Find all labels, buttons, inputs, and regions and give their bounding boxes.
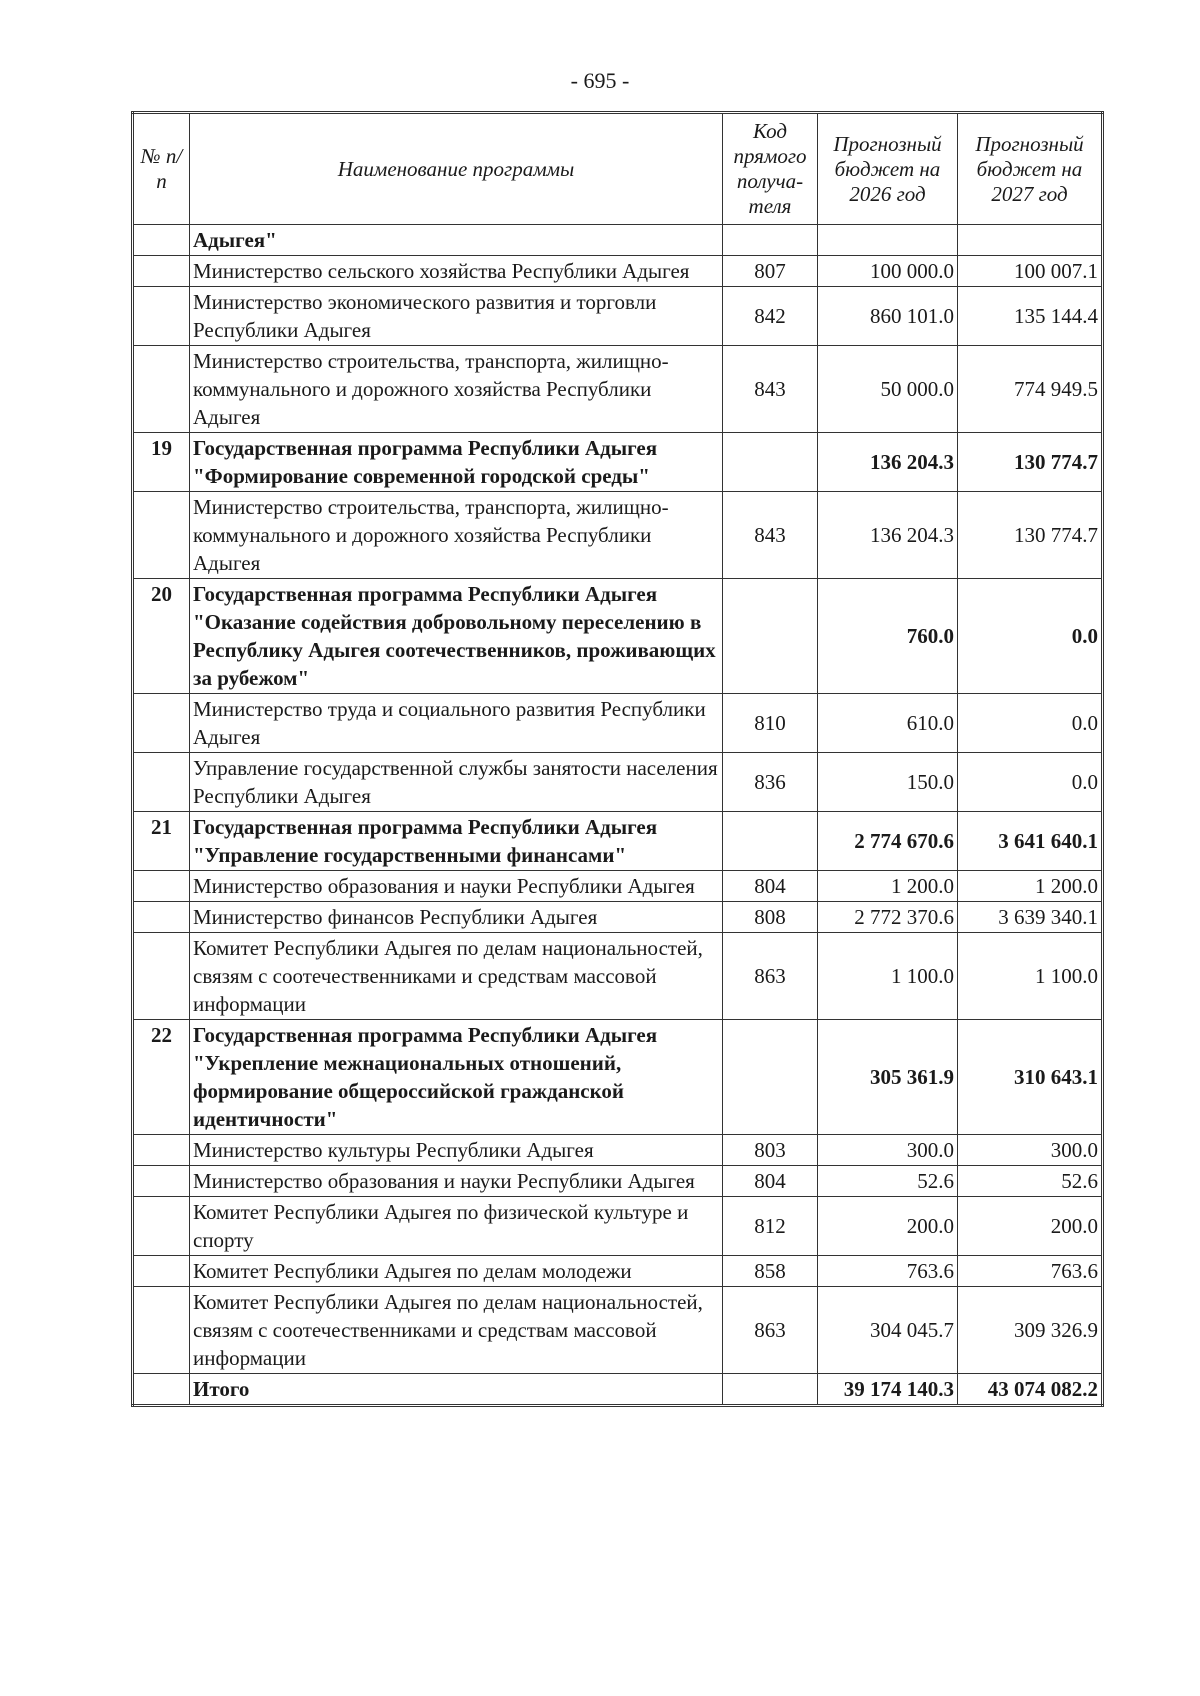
row-code	[723, 579, 818, 694]
row-code	[723, 1020, 818, 1135]
row-code	[723, 1374, 818, 1406]
row-name: Комитет Республики Адыгея по делам национальностей, связям с соотечественниками и средствам массовой информации	[190, 933, 723, 1020]
row-budget-2026: 136 204.3	[818, 433, 958, 492]
row-budget-2026: 150.0	[818, 753, 958, 812]
row-number	[133, 1197, 190, 1256]
row-budget-2027: 3 639 340.1	[958, 902, 1103, 933]
row-budget-2027: 1 200.0	[958, 871, 1103, 902]
program-row	[133, 812, 1103, 871]
row-budget-2026: 304 045.7	[818, 1287, 958, 1374]
row-budget-2026: 50 000.0	[818, 346, 958, 433]
row-code: 807	[723, 256, 818, 287]
row-name: Министерство образования и науки Республики Адыгея	[190, 1166, 723, 1197]
row-budget-2027: 774 949.5	[958, 346, 1103, 433]
row-number	[133, 1135, 190, 1166]
row-number	[133, 1374, 190, 1406]
header-name: Наименование программы	[190, 113, 723, 225]
row-budget-2026: 2 774 670.6	[818, 812, 958, 871]
row-code: 843	[723, 346, 818, 433]
table-row	[133, 1256, 1103, 1287]
row-name: Государственная программа Республики Адыгея "Управление государственными финансами"	[190, 812, 723, 871]
table-header-row	[133, 113, 1103, 225]
row-budget-2027: 130 774.7	[958, 492, 1103, 579]
row-code: 863	[723, 933, 818, 1020]
row-budget-2026: 1 100.0	[818, 933, 958, 1020]
row-budget-2027: 763.6	[958, 1256, 1103, 1287]
row-code: 858	[723, 1256, 818, 1287]
table-row	[133, 1135, 1103, 1166]
row-number	[133, 871, 190, 902]
row-name: Министерство культуры Республики Адыгея	[190, 1135, 723, 1166]
row-name: Государственная программа Республики Адыгея "Формирование современной городской среды"	[190, 433, 723, 492]
row-budget-2027: 52.6	[958, 1166, 1103, 1197]
row-name: Министерство экономического развития и торговли Республики Адыгея	[190, 287, 723, 346]
table-row	[133, 871, 1103, 902]
row-code: 863	[723, 1287, 818, 1374]
row-code	[723, 225, 818, 256]
row-name: Итого	[190, 1374, 723, 1406]
page-number: - 695 -	[570, 68, 630, 93]
row-budget-2026: 305 361.9	[818, 1020, 958, 1135]
header-code: Код прямого получа-теля	[723, 113, 818, 225]
program-row	[133, 1020, 1103, 1135]
row-name: Государственная программа Республики Адыгея "Укрепление межнациональных отношений, формирование общероссийской гражданской идентичности"	[190, 1020, 723, 1135]
row-number	[133, 1287, 190, 1374]
row-name: Министерство труда и социального развития Республики Адыгея	[190, 694, 723, 753]
table-row	[133, 1197, 1103, 1256]
row-name: Министерство строительства, транспорта, жилищно-коммунального и дорожного хозяйства Республики Адыгея	[190, 346, 723, 433]
row-name: Государственная программа Республики Адыгея "Оказание содействия добровольному переселению в Республику Адыгея соотечественников, проживающих за рубежом"	[190, 579, 723, 694]
header-num: № п/п	[133, 113, 190, 225]
table-row	[133, 694, 1103, 753]
row-number	[133, 492, 190, 579]
row-number: 20	[133, 579, 190, 694]
program-row	[133, 225, 1103, 256]
table-row	[133, 902, 1103, 933]
row-code: 808	[723, 902, 818, 933]
row-budget-2027: 0.0	[958, 579, 1103, 694]
row-budget-2026: 610.0	[818, 694, 958, 753]
row-budget-2027: 0.0	[958, 694, 1103, 753]
row-budget-2026: 860 101.0	[818, 287, 958, 346]
row-budget-2027: 135 144.4	[958, 287, 1103, 346]
budget-table	[131, 111, 1104, 1407]
row-code: 843	[723, 492, 818, 579]
row-budget-2026: 136 204.3	[818, 492, 958, 579]
table-row	[133, 1166, 1103, 1197]
row-number	[133, 902, 190, 933]
row-budget-2026: 52.6	[818, 1166, 958, 1197]
row-number	[133, 256, 190, 287]
row-number: 21	[133, 812, 190, 871]
row-code: 842	[723, 287, 818, 346]
row-budget-2027: 100 007.1	[958, 256, 1103, 287]
row-budget-2026: 1 200.0	[818, 871, 958, 902]
row-budget-2026: 2 772 370.6	[818, 902, 958, 933]
row-code: 803	[723, 1135, 818, 1166]
row-budget-2026	[818, 225, 958, 256]
table-row	[133, 753, 1103, 812]
row-budget-2026: 39 174 140.3	[818, 1374, 958, 1406]
row-budget-2026: 100 000.0	[818, 256, 958, 287]
row-number: 22	[133, 1020, 190, 1135]
row-name: Министерство образования и науки Республики Адыгея	[190, 871, 723, 902]
row-budget-2026: 200.0	[818, 1197, 958, 1256]
row-name: Комитет Республики Адыгея по физической культуре и спорту	[190, 1197, 723, 1256]
row-number	[133, 1166, 190, 1197]
row-number	[133, 287, 190, 346]
row-code: 804	[723, 871, 818, 902]
row-budget-2027: 43 074 082.2	[958, 1374, 1103, 1406]
row-budget-2027: 1 100.0	[958, 933, 1103, 1020]
table-body	[133, 225, 1103, 1406]
row-code	[723, 433, 818, 492]
row-name: Управление государственной службы занятости населения Республики Адыгея	[190, 753, 723, 812]
row-budget-2027: 130 774.7	[958, 433, 1103, 492]
row-name: Министерство строительства, транспорта, жилищно-коммунального и дорожного хозяйства Республики Адыгея	[190, 492, 723, 579]
row-budget-2027: 200.0	[958, 1197, 1103, 1256]
row-number	[133, 346, 190, 433]
row-number	[133, 753, 190, 812]
table-row	[133, 256, 1103, 287]
row-budget-2026: 760.0	[818, 579, 958, 694]
row-name: Министерство финансов Республики Адыгея	[190, 902, 723, 933]
row-budget-2027: 300.0	[958, 1135, 1103, 1166]
program-row	[133, 579, 1103, 694]
table-row	[133, 346, 1103, 433]
row-number	[133, 694, 190, 753]
row-budget-2027: 3 641 640.1	[958, 812, 1103, 871]
row-number	[133, 225, 190, 256]
row-name: Министерство сельского хозяйства Республики Адыгея	[190, 256, 723, 287]
row-budget-2027: 309 326.9	[958, 1287, 1103, 1374]
total-row	[133, 1374, 1103, 1406]
program-row	[133, 433, 1103, 492]
row-name: Комитет Республики Адыгея по делам национальностей, связям с соотечественниками и средствам массовой информации	[190, 1287, 723, 1374]
row-budget-2026: 300.0	[818, 1135, 958, 1166]
header-budget-2027: Прогнозный бюджет на 2027 год	[958, 113, 1103, 225]
row-budget-2027: 310 643.1	[958, 1020, 1103, 1135]
row-number	[133, 933, 190, 1020]
table-row	[133, 1287, 1103, 1374]
row-name: Комитет Республики Адыгея по делам молодежи	[190, 1256, 723, 1287]
row-name: Адыгея"	[190, 225, 723, 256]
row-code: 810	[723, 694, 818, 753]
row-number	[133, 1256, 190, 1287]
row-budget-2027	[958, 225, 1103, 256]
row-budget-2027: 0.0	[958, 753, 1103, 812]
header-budget-2026: Прогнозный бюджет на 2026 год	[818, 113, 958, 225]
row-code: 804	[723, 1166, 818, 1197]
row-code: 836	[723, 753, 818, 812]
table-row	[133, 287, 1103, 346]
row-budget-2026: 763.6	[818, 1256, 958, 1287]
row-code	[723, 812, 818, 871]
table-row	[133, 492, 1103, 579]
row-code: 812	[723, 1197, 818, 1256]
row-number: 19	[133, 433, 190, 492]
table-row	[133, 933, 1103, 1020]
